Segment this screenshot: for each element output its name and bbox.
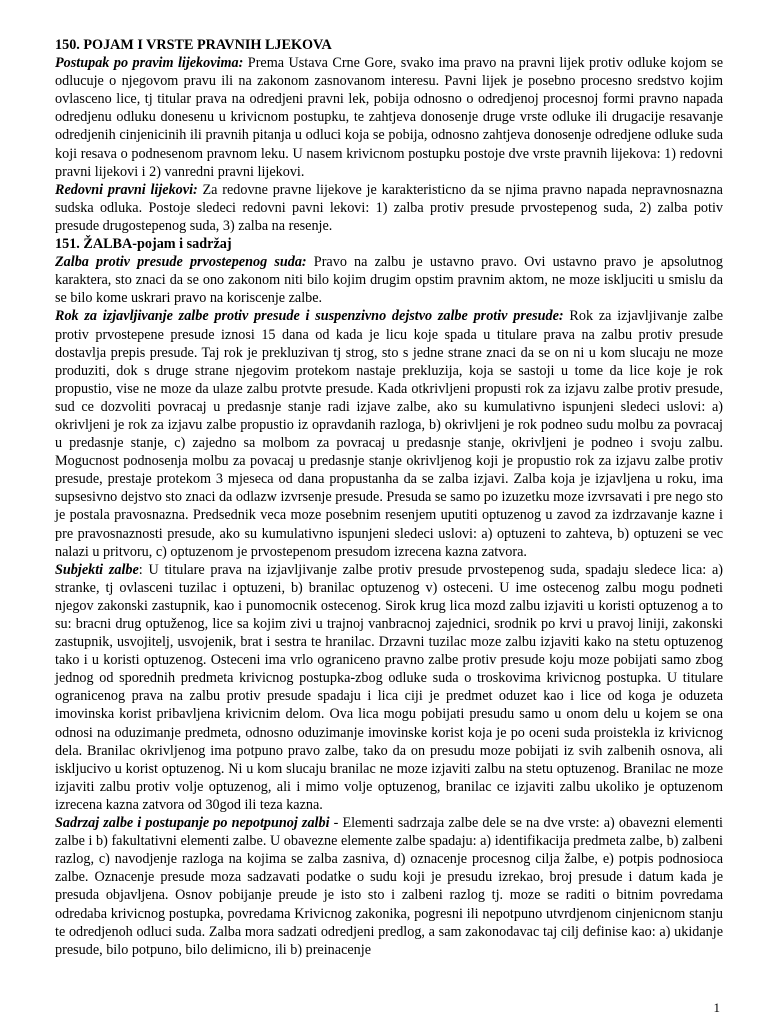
paragraph-redovni bbox=[55, 181, 723, 235]
paragraph-sadrzaj bbox=[55, 814, 723, 959]
document-page bbox=[55, 36, 723, 959]
paragraph-lead: Redovni pravni lijekovi: bbox=[55, 181, 198, 198]
paragraph-subjekti bbox=[55, 561, 723, 814]
paragraph-text: Rok za izjavljivanje zalbe protiv prvostepene presude iznosi 15 dana od kada je licu koje spada u titulare prava na zalbu protiv presude dostavlja prepis presude. Taj rok je prekluzivan tj strog, sto s jedne strane znaci da se on ni u kom slucaju ne moze produziti, dok s druge strane njegovim protekom nastaje prekluzija, koja se sastoji u tome da lice koje je rok propustio, vise ne moze da ulaze zalbu protvte presude. Kada otkrivljeni propusti rok za izjavu zalbe protiv presude, sud ce dozvoliti povracaj u predasnje stanje radi izjave zalbe, ako su kumulativno ispunjeni sledeci uslovi: a) okrivljeni je rok za izjavu zalbe propustio iz opravdanih razloga, b) okrivljeni je rok podneo sudu molbu za povracaj u predasnje stanje, c) zajedno sa molbom za povracaj u predasnje stanje, okrivljeni je podneo i svoju zalbu. Mogucnost podnosenja molbu za povacaj u predasnje stanje okrivljenog koji je propustio rok za izjavu zalbe protiv presude, prestaje protekom 3 mjeseca od dana propustanha da se zalba izjavi. Zalba koja je izjavljena u roku, ima supsesivno dejstvo sto znaci da odlazw izvrsenje presude. Presuda se samo po izuzetku moze izvrsavati i pre nego sto je postala pravosnazna. Predsednik veca moze posebnim resenjem uputiti optuzenog u zavod za izdrzavanje kazne i pre pravosnaznosti presude, ako su kumulativno ispunjeni sledeci uslovi: a) optuzeni to zahteva, b) optuzeni se vec nalazi u pritvoru, c) optuzenom je prvostepenom presudom izrecena kazna zatvora. bbox=[55, 308, 723, 560]
paragraph-text: Prema Ustava Crne Gore, svako ima pravo na pravni lijek protiv odluke kojom se odlucuje o njegovom pravu ili na zakonom zasnovanom interesu. Pavni lijek je posebno procesno sredstvo kojim ovlasceno lice, tj titular prava na odredjeni pravni lek, pobija odnosno o odredjenoj procesnoj formi pravno napada odredjenu odluku donesenu u krivicnom postupku, te zahtjeva donosenje druge vrste odluke ili drugacije resavanje odredjenih cinjenicinih ili pravnih pitanja u odluci koja se pobija, odnosno zahtjeva donosenje odredjene odluke suda koji resava o podnesenom pravnom leku. U nasem krivicnom postupku postoje dve vrste pravnih lijekova: 1) redovni pravni lijekovi i 2) vanredni pravni lijekovi. bbox=[55, 55, 723, 180]
section-heading-150: 150. POJAM I VRSTE PRAVNIH LJEKOVA bbox=[55, 37, 332, 53]
page-number: 1 bbox=[713, 1000, 720, 1015]
paragraph-lead: Zalba protiv presude prvostepenog suda: bbox=[55, 254, 307, 271]
paragraph-lead: Rok za izjavljivanje zalbe protiv presude i suspenzivno dejstvo zalbe protiv presude: bbox=[55, 308, 564, 325]
paragraph-text: Za redovne pravne lijekove je karakteristicno da se njima pravno napada nepravnosnazna sudska odluka. Postoje sledeci redovni pavni lekovi: 1) zalba protiv presude prvostepenog suda, 2) zalba potiv presude drugostepenog suda, 3) zalba na resenje. bbox=[55, 181, 723, 234]
paragraph-lead: Postupak po pravim lijekovima: bbox=[55, 55, 244, 72]
paragraph-lead: Subjekti zalbe bbox=[55, 561, 139, 578]
paragraph-lead: Sadrzaj zalbe i postupanje po nepotpunoj zalbi bbox=[55, 815, 330, 832]
paragraph-text: Pravo na zalbu je ustavno pravo. Ovi ustavno pravo je apsolutnog karaktera, sto znaci da se ono zakonom niti bilo kojim drugim opstim pravnim aktom, ne moze iskljuciti u smislu da se bilo kome uskrari pravo na koriscenje zalbe. bbox=[55, 254, 723, 307]
paragraph-text: : U titulare prava na izjavljivanje zalbe protiv presude prvostepenog suda, spadaju sledece lica: a) stranke, tj ovlasceni tuzilac i optuzeni, b) branilac optuzenog v) osteceni. U ime ostecenog zalbu mogu podneti njegov zakonski zastupnik, kao i punomocnik ostecenog. Sirok krug lica mozd zalbu izjaviti u koristi optuzenog a to su: bracni drug optuženog, lice sa kojim zivi u trajnoj vanbracnoj zajednici, srodnik po krvi u pravoj liniji, zakonski zastupnik, usvojitelj, usvojenik, brat i sestra te hranilac. Drzavni tuzilac moze zalbu izjaviti kako na stetu optuzenog tako i u koristi optuzenog. Osteceni ima vrlo ograniceno pravno zalbe protiv presude koju moze pobijati samo zbog jednog od sporednih predmeta krivicnog postupka-zbog odluke suda o troskovima krivicnog postupka. U titulare ogranicenog prava na zalbu protiv presude spadaju i lica ciji je predmet oduzet kao i lice od koga je oduzeta imovinska korist pribavljena krivicnim delom. Ova lica mogu pobijati presudu samo u onom delu u kojem se ona odnosi na oduzimanje predmeta, odnosno oduzimanje imovinske korist koja je po oceni suda proistekla iz krivicnog dela. Branilac okrivljenog ima potpuno pravo zalbe, tako da on presudu moze pobijati iz svih zalbenih osnova, ali iskljucivo u korist optuzenog. Ni u kom slucaju branilac ne moze izjaviti zalbu na stetu optuzenog. Branilac ne moze izjaviti zalbu protiv volje optuzenog, ali i mimo volje optuzenog, branilac ce izjaviti zalbu ukoliko je optuzenom izrecena kazna zatvora od 30god ili teza kazna. bbox=[55, 561, 723, 813]
paragraph-rok bbox=[55, 307, 723, 560]
paragraph-zalba-prvostepeni bbox=[55, 253, 723, 307]
paragraph-text: - Elementi sadrzaja zalbe dele se na dve vrste: a) obavezni elementi zalbe i b) fakultativni elementi zalbe. U obavezne elemente zalbe spadaju: a) identifikacija predmeta zalbe, b) zalbeni razlog, c) navodjenje razloga na kojima se zalba zasniva, d) oznacenje procesnog cilja žalbe, e) potpis podnosioca zalbe. Oznacenje presude moza sadzavati podatke o sudu koji je presudu izrekao, broj presude i datum kada je presuda objavljena. Osnov pobijanje preude je isto sto i zalbeni razlog tj. moze se raditi o bitnim povredama odredaba krivicnog postupka, povredama Krivicnog zakonika, pogresni ili nepotpuno utvrdjenom cinjenicnom stanju te odredjenoh odluci suda. Zalba mora sadzati odredjeni predlog, a sam zakonodavac taj cilj definise kao: a) ukidanje presude, bilo potpuno, bilo delimicno, ili b) preinacenje bbox=[55, 815, 723, 958]
section-heading-151: 151. ŽALBA-pojam i sadržaj bbox=[55, 236, 232, 253]
paragraph-postupak bbox=[55, 54, 723, 181]
